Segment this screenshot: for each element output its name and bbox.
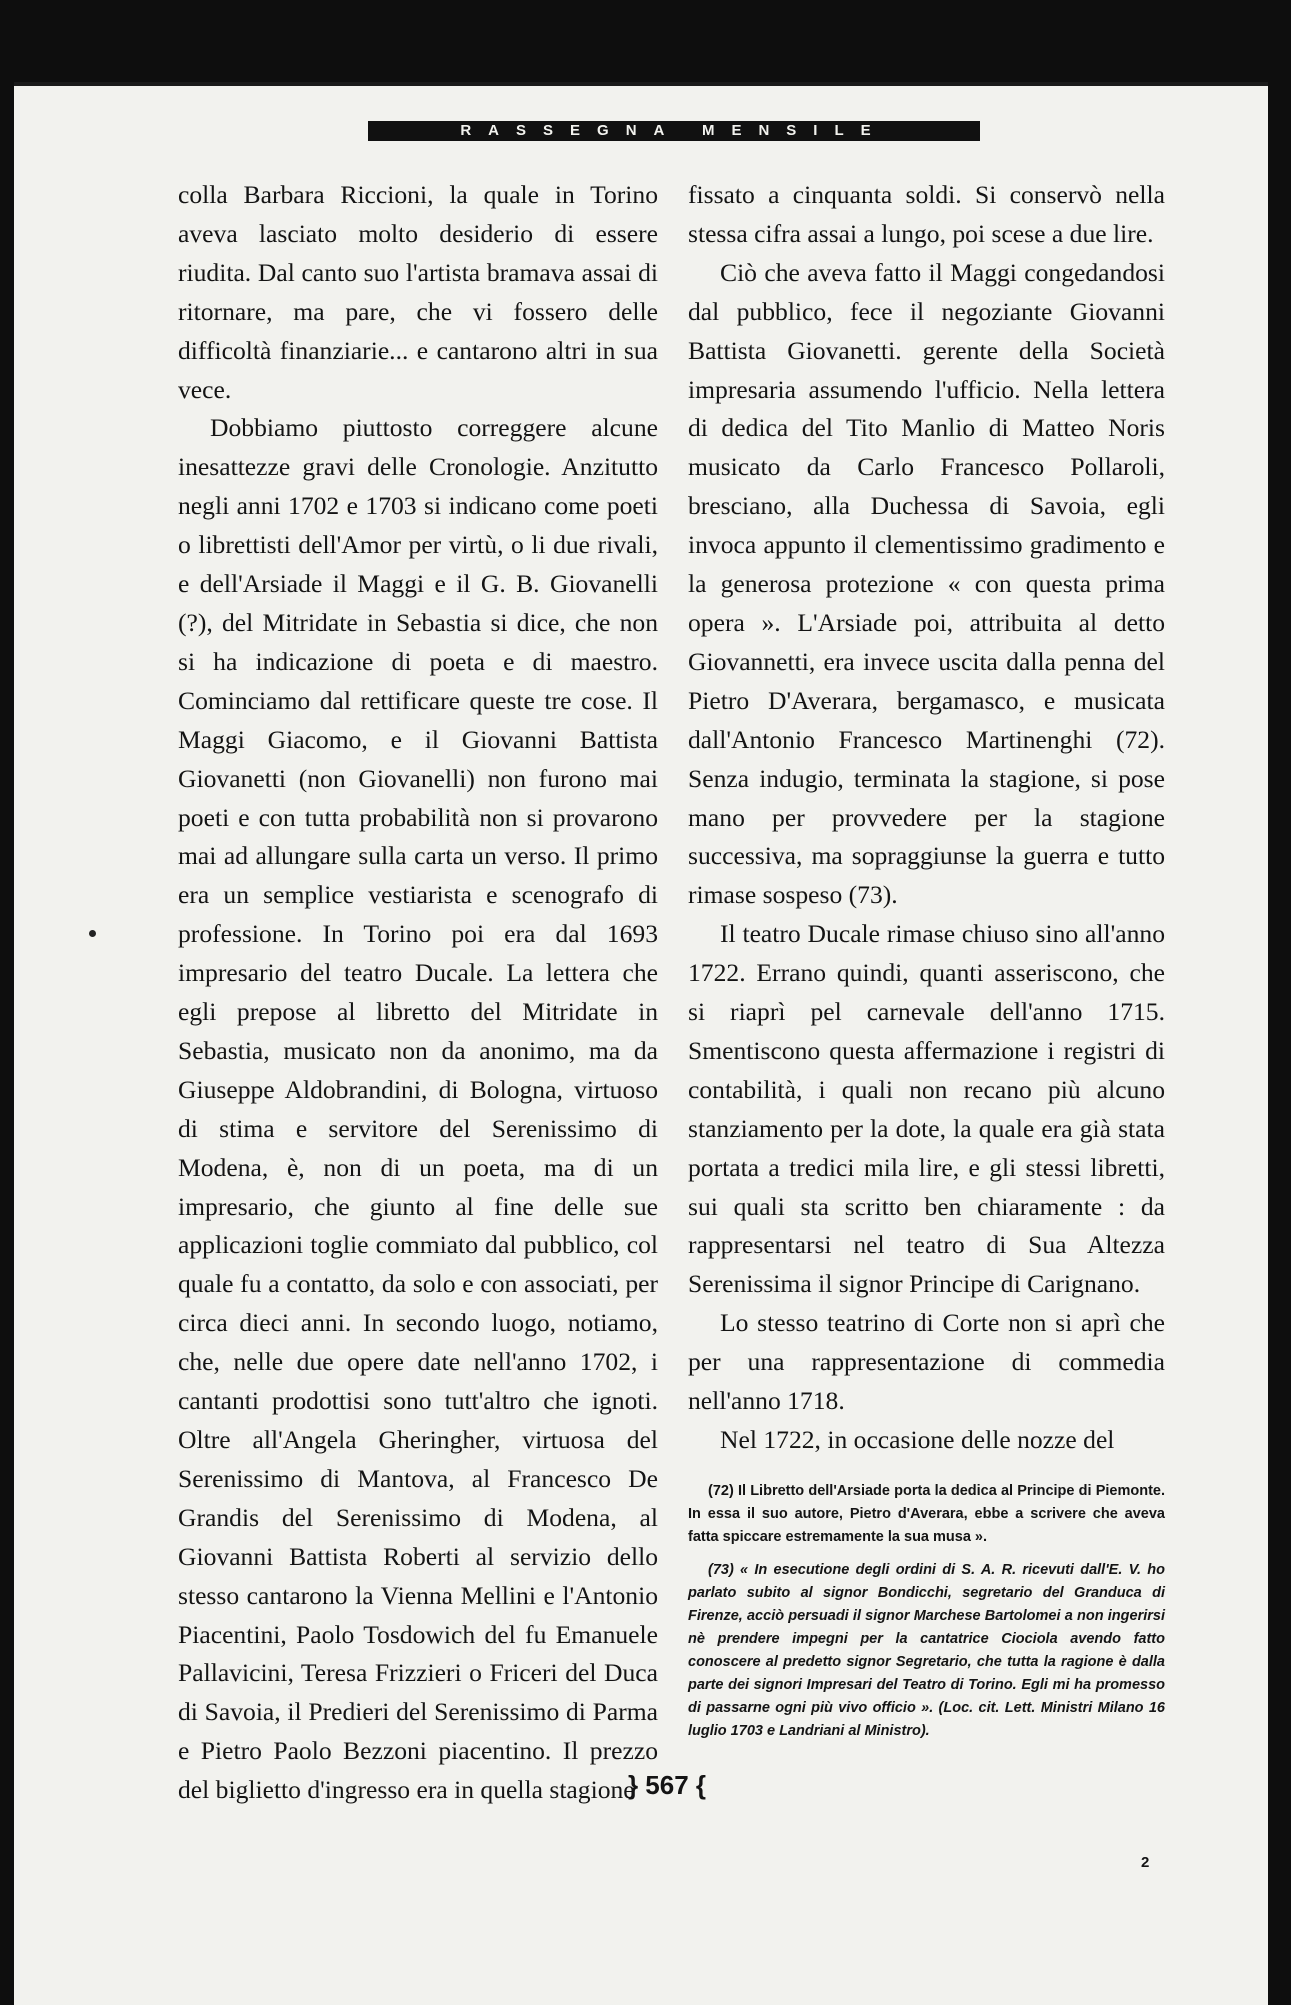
paragraph: Nel 1722, in occasione delle nozze del bbox=[720, 1425, 1115, 1454]
paragraph: Dobbiamo piuttosto correggere alcune inesattezze gravi delle Cronologie. Anzitutto negli anni 1702 e 1703 si indicano come poeti o librettisti dell'Amor per virtù, o li due rivali, e dell'Arsiade il Maggi e il G. B. Giovanelli (?), del Mitridate in Sebastia si dice, che non si ha indicazione di poeta e di maestro. Cominciamo dal rettificare queste tre cose. Il Maggi Giacomo, e il Giovanni Battista Giovanetti (non Giovanelli) non furono mai poeti e con tutta probabilità non si provarono mai ad allungare sulla carta un verso. Il primo era un semplice vestiarista e scenografo di professione. In Torino poi era dal 1693 impresario del teatro Ducale. La lettera che egli prepose al libretto del Mitridate in Sebastia, musicato non da anonimo, ma da Giuseppe Aldobrandini, di Bologna, virtuoso di stima e servitore del Serenissimo di Modena, è, non di un poeta, ma di un impresario, che giunto al fine delle sue applicazioni toglie commiato dal pubblico, col quale fu a contatto, da solo e con associati, per circa dieci anni. In secondo luogo, notiamo, che, nelle due opere date nell'anno 1702, i cantanti prodottisi sono tutt'altro che ignoti. Oltre all'Angela Gheringher, virtuosa del Serenissimo di Mantova, al Francesco De Grandis del Serenissimo di Modena, al Giovanni Battista Roberti al servizio dello stesso cantarono la Vienna Mellini e l'Antonio Piacentini, Paolo Tosdowich del fu Emanuele Pallavicini, Teresa Frizzieri o Friceri del Duca di Savoia, il Predieri del Serenissimo di Parma e Pietro Paolo Bezzoni piacentino. Il prezzo del biglietto d'ingresso era in quella stagione bbox=[178, 413, 658, 1805]
scan-right-border bbox=[1268, 82, 1291, 2005]
footnote: (72) Il Libretto dell'Arsiade porta la dedica al Principe di Piemonte. In essa il suo autore, Pietro d'Averara, ebbe a scrivere che aveva fatta spiccare estremamente la sua musa ». bbox=[688, 1482, 1165, 1545]
paragraph: fissato a cinquanta soldi. Si conservò nella stessa cifra assai a lungo, poi scese a due lire. bbox=[688, 180, 1165, 248]
paragraph: Lo stesso teatrino di Corte non si aprì che per una rappresentazione di commedia nell'anno 1718. bbox=[688, 1308, 1165, 1416]
footnote: (73) « In esecutione degli ordini di S. A. R. ricevuti dall'E. V. ho parlato subito al signor Bondicchi, segretario del Granduca di Firenze, acciò persuadi il signor Marchese Bartolomei a non ingerirsi nè prendere impegni per la cantatrice Ciociola avendo fatto conoscere al predetto signor Segretario, che tutta la ragione è dalla parte dei signori Impresari del Teatro di Torino. Egli mi ha promesso di passarne ogni più vivo officio ». (Loc. cit. Lett. Ministri Milano 16 luglio 1703 e Landriani al Ministro). bbox=[688, 1561, 1165, 1739]
paragraph: Ciò che aveva fatto il Maggi congedandosi dal pubblico, fece il negoziante Giovanni Battista Giovanetti. gerente della Società impresaria assumendo l'ufficio. Nella lettera di dedica del Tito Manlio di Matteo Noris musicato da Carlo Francesco Pollaroli, bresciano, alla Duchessa di Savoia, egli invoca appunto il clementissimo gradimento e la generosa protezione « con questa prima opera ». L'Arsiade poi, attribuita al detto Giovannetti, era invece uscita dalla penna del Pietro D'Averara, bergamasco, e musicata dall'Antonio Francesco Martinenghi (72). Senza indugio, terminata la stagione, si pose mano per provvedere per la stagione successiva, ma sopraggiunse la guerra e tutto rimase sospeso (73). bbox=[688, 257, 1165, 910]
margin-dot bbox=[89, 930, 96, 937]
page-number: } 567 { bbox=[627, 1770, 707, 1800]
paragraph: Il teatro Ducale rimase chiuso sino all'anno 1722. Errano quindi, quanti asseriscono, che si riaprì pel carnevale dell'anno 1715. Smentiscono questa affermazione i registri di contabilità, i quali non recano più alcuno stanziamento per la dote, la quale era già stata portata a tredici mila lire, e gli stessi libretti, sui quali sta scritto ben chiaramente : da rappresentarsi nel teatro di Sua Altezza Serenissima il signor Principe di Carignano. bbox=[688, 919, 1165, 1299]
footnotes bbox=[688, 1480, 1165, 1743]
paragraph: colla Barbara Riccioni, la quale in Torino aveva lasciato molto desiderio di essere riudita. Dal canto suo l'artista bramava assai di ritornare, ma pare, che vi fossero delle difficoltà finanziarie... e cantarono altri in sua vece. bbox=[178, 180, 658, 404]
scan-left-border bbox=[0, 82, 14, 2005]
page-top-edge bbox=[14, 82, 1268, 86]
right-column bbox=[688, 176, 1165, 1753]
running-head: RASSEGNA MENSILE bbox=[368, 121, 980, 141]
signature-mark: 2 bbox=[1141, 1854, 1150, 1871]
left-column bbox=[178, 176, 658, 1810]
